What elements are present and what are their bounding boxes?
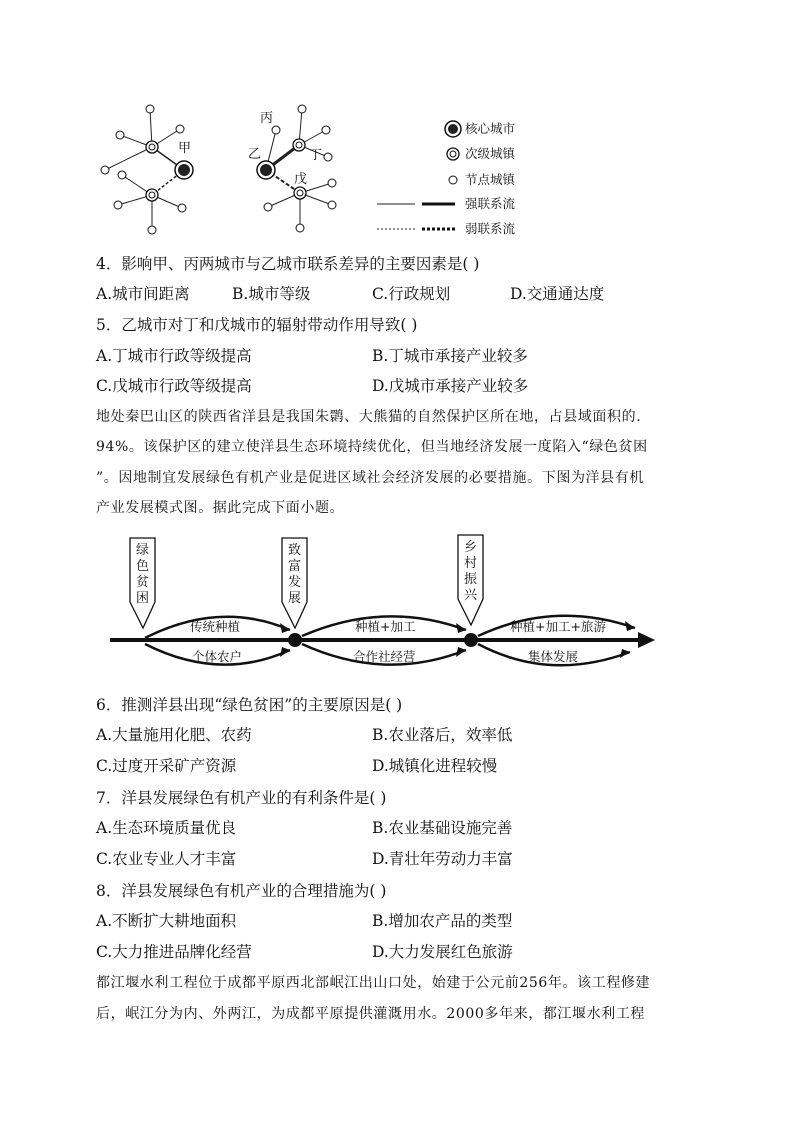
flag1-char3: 贫 bbox=[136, 575, 150, 590]
q8-option-b[interactable]: B.增加农产品的类型 bbox=[372, 912, 513, 930]
legend-weak-flow: 弱联系流 bbox=[465, 221, 516, 236]
q7-option-a[interactable]: A.生态环境质量优良 bbox=[96, 819, 237, 837]
stage-node-1 bbox=[288, 633, 302, 647]
label-jia: 甲 bbox=[178, 141, 192, 156]
q6-option-c[interactable]: C.过度开采矿产资源 bbox=[96, 757, 237, 775]
passage1-line4: 产业发展模式图。据此完成下面小题。 bbox=[96, 500, 345, 516]
q5-option-b[interactable]: B.丁城市承接产业较多 bbox=[372, 347, 528, 365]
flag3-char2: 村 bbox=[464, 556, 478, 571]
legend-strong-flow: 强联系流 bbox=[465, 196, 516, 211]
stage1-bottom-label: 个体农户 bbox=[192, 649, 243, 664]
flag2-char3: 发 bbox=[288, 575, 302, 590]
flag3-char4: 兴 bbox=[464, 588, 478, 603]
q4-stem: 4．影响甲、丙两城市与乙城市联系差异的主要因素是( ) bbox=[96, 255, 480, 273]
q4-option-a[interactable]: A.城市间距离 bbox=[96, 285, 190, 303]
q6-option-a[interactable]: A.大量施用化肥、农药 bbox=[96, 726, 252, 744]
legend-secondary-town: 次级城镇 bbox=[465, 146, 516, 161]
q4-option-b[interactable]: B.城市等级 bbox=[232, 285, 311, 303]
flag2-char4: 展 bbox=[288, 591, 302, 606]
q8-option-d[interactable]: D.大力发展红色旅游 bbox=[372, 943, 513, 961]
q6-option-b[interactable]: B.农业落后，效率低 bbox=[372, 726, 513, 744]
development-model-figure bbox=[110, 530, 660, 685]
city-network-figure bbox=[90, 95, 550, 245]
label-yi: 乙 bbox=[248, 147, 262, 162]
legend bbox=[377, 121, 517, 236]
label-ding: 丁 bbox=[309, 148, 323, 163]
q8-option-a[interactable]: A.不断扩大耕地面积 bbox=[96, 912, 237, 930]
flag2-char2: 富 bbox=[288, 559, 302, 574]
stage3-top-label: 种植+加工+旅游 bbox=[510, 619, 606, 634]
q5-stem: 5．乙城市对丁和戊城市的辐射带动作用导致( ) bbox=[96, 316, 418, 334]
legend-core-city: 核心城市 bbox=[465, 121, 516, 136]
flag1-char1: 绿 bbox=[136, 543, 150, 558]
q8-option-c[interactable]: C.大力推进品牌化经营 bbox=[96, 943, 252, 961]
flag2-char1: 致 bbox=[288, 543, 302, 558]
q7-option-b[interactable]: B.农业基础设施完善 bbox=[372, 819, 513, 837]
label-wu: 戊 bbox=[294, 172, 308, 187]
passage2-line2: 后，岷江分为内、外两江，为成都平原提供灌溉用水。2000多年来，都江堰水利工程 bbox=[96, 1006, 646, 1022]
q7-option-d[interactable]: D.青壮年劳动力丰富 bbox=[372, 850, 513, 868]
label-bing: 丙 bbox=[260, 111, 274, 126]
q8-stem: 8．洋县发展绿色有机产业的合理措施为( ) bbox=[96, 882, 387, 900]
stage2-bottom-label: 合作社经营 bbox=[353, 649, 416, 664]
q7-option-c[interactable]: C.农业专业人才丰富 bbox=[96, 850, 237, 868]
q7-stem: 7．洋县发展绿色有机产业的有利条件是( ) bbox=[96, 789, 387, 807]
q6-stem: 6．推测洋县出现“绿色贫困”的主要原因是( ) bbox=[96, 696, 403, 714]
passage1-line3: ”。因地制宜发展绿色有机产业是促进区域社会经济发展的必要措施。下图为洋县有机 bbox=[96, 470, 644, 486]
q5-option-c[interactable]: C.戊城市行政等级提高 bbox=[96, 377, 252, 395]
stage-node-2 bbox=[464, 633, 478, 647]
passage1-line2: 94%。该保护区的建立使洋县生态环境持续优化，但当地经济发展一度陷入“绿色贫困 bbox=[96, 439, 648, 455]
flag1-char4: 困 bbox=[136, 591, 150, 606]
flag3-char1: 乡 bbox=[464, 540, 478, 555]
flag1-char2: 色 bbox=[136, 559, 150, 574]
q5-option-d[interactable]: D.戊城市承接产业较多 bbox=[372, 377, 529, 395]
q5-option-a[interactable]: A.丁城市行政等级提高 bbox=[96, 347, 252, 365]
passage2-line1: 都江堰水利工程位于成都平原西北部岷江出山口处，始建于公元前256年。该工程修建 bbox=[96, 975, 651, 991]
network-jia bbox=[105, 109, 184, 230]
stage1-top-label: 传统种植 bbox=[190, 619, 241, 634]
stage3-bottom-label: 集体发展 bbox=[528, 649, 579, 664]
q4-option-d[interactable]: D.交通通达度 bbox=[510, 285, 605, 303]
stage2-top-label: 种植+加工 bbox=[355, 619, 416, 634]
q6-option-d[interactable]: D.城镇化进程较慢 bbox=[372, 757, 498, 775]
flag3-char3: 振 bbox=[464, 572, 478, 587]
passage1-line1: 地处秦巴山区的陕西省洋县是我国朱鹮、大熊猫的自然保护区所在地，占县域面积的. bbox=[96, 409, 642, 425]
legend-node-town: 节点城镇 bbox=[465, 172, 516, 187]
main-arrow-head bbox=[638, 632, 655, 648]
q4-option-c[interactable]: C.行政规划 bbox=[372, 285, 451, 303]
nodes-jia bbox=[101, 105, 193, 234]
